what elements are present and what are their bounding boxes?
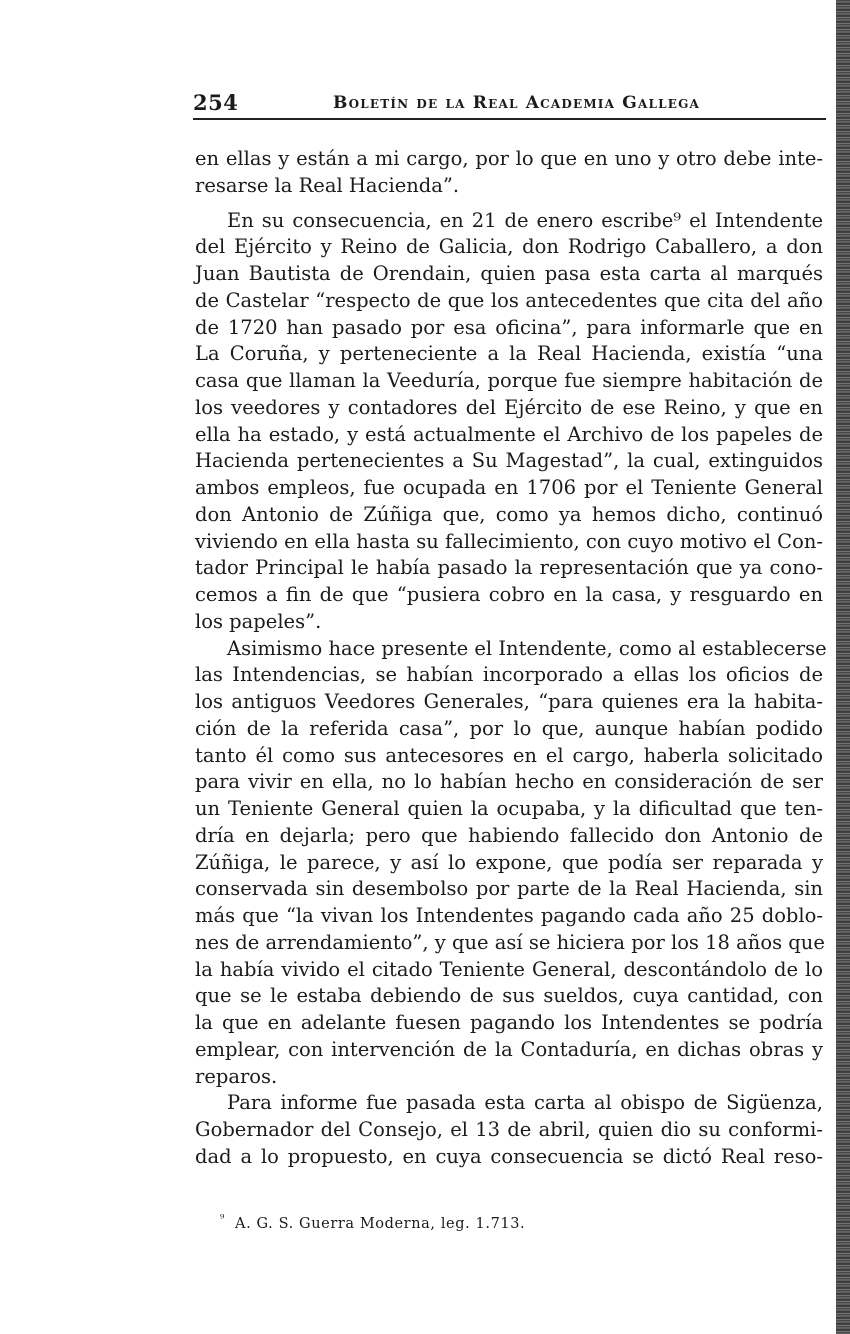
text-line: casa que llaman la Veeduría, porque fue siempre habitación de xyxy=(195,369,823,392)
page-header xyxy=(193,88,826,120)
running-head: Boletín de la Real Academia Gallega xyxy=(333,93,701,113)
text-line: en ellas y están a mi cargo, por lo que en uno y otro debe inte- xyxy=(195,147,823,170)
text-line: conservada sin desembolso por parte de la Real Hacienda, sin xyxy=(195,877,823,901)
text-line: Hacienda pertenecientes a Su Magestad”, la cual, extinguidos xyxy=(195,449,823,473)
text-line: la que en adelante fuesen pagando los Intendentes se podría xyxy=(195,1011,823,1034)
text-line: emplear, con intervención de la Contaduría, en dichas obras y xyxy=(195,1037,823,1061)
text-line: más que “la vivan los Intendentes pagando cada año 25 doblo- xyxy=(195,904,823,927)
text-line: cemos a fin de que “pusiera cobro en la casa, y resguardo en xyxy=(195,583,823,606)
text-line: tanto él como sus antecesores en el cargo, haberla solicitado xyxy=(195,743,823,767)
paragraph-start-line: Asimismo hace presente el Intendente, como al establecerse xyxy=(227,636,827,660)
footnote-text: A. G. S. Guerra Moderna, leg. 1.713. xyxy=(235,1215,526,1232)
text-line: Gobernador del Consejo, el 13 de abril, quien dio su conformi- xyxy=(195,1118,823,1141)
text-line: los papeles”. xyxy=(195,609,322,633)
text-line: los antiguos Veedores Generales, “para quienes era la habita- xyxy=(195,690,823,713)
text-line: resarse la Real Hacienda”. xyxy=(195,173,460,197)
text-line: de 1720 han pasado por esa oficina”, para informarle que en xyxy=(195,315,823,339)
page-edge-shadow xyxy=(836,0,850,1334)
text-line: viviendo en ella hasta su fallecimiento, con cuyo motivo el Con- xyxy=(195,529,823,553)
text-line: un Teniente General quien la ocupaba, y la dificultad que ten- xyxy=(195,797,823,820)
text-line: Zúñiga, le parece, y así lo expone, que podía ser reparada y xyxy=(195,850,823,874)
text-line: del Ejército y Reino de Galicia, don Rodrigo Caballero, a don xyxy=(195,235,823,259)
text-line: la había vivido el citado Teniente General, descontándolo de lo xyxy=(195,957,823,981)
text-line: ella ha estado, y está actualmente el Archivo de los papeles de xyxy=(195,422,823,446)
text-line: los veedores y contadores del Ejército de ese Reino, y que en xyxy=(195,395,823,419)
paragraph-start-line: En su consecuencia, en 21 de enero escribe⁹ el Intendente xyxy=(227,208,823,232)
text-line: de Castelar “respecto de que los antecedentes que cita del año xyxy=(195,288,823,312)
text-line: ambos empleos, fue ocupada en 1706 por el Teniente General xyxy=(195,476,823,499)
paragraph-start-line: Para informe fue pasada esta carta al obispo de Sigüenza, xyxy=(227,1091,823,1115)
footnote-mark: ⁹ xyxy=(220,1212,226,1225)
text-line: tador Principal le había pasado la representación que ya cono- xyxy=(195,556,823,580)
text-line: para vivir en ella, no lo habían hecho en consideración de ser xyxy=(195,770,823,794)
text-line: nes de arrendamiento”, y que así se hiciera por los 18 años que xyxy=(195,930,825,954)
text-line: las Intendencias, se habían incorporado a ellas los oficios de xyxy=(195,663,823,687)
text-line: La Coruña, y perteneciente a la Real Hacienda, existía “una xyxy=(195,342,823,366)
text-line: ción de la referida casa”, por lo que, aunque habían podido xyxy=(195,716,823,740)
page-number: 254 xyxy=(193,90,239,115)
text-line: don Antonio de Zúñiga que, como ya hemos dicho, continuó xyxy=(195,502,823,526)
text-line: que se le estaba debiendo de sus sueldos, cuya cantidad, con xyxy=(195,984,823,1008)
text-line: dad a lo propuesto, en cuya consecuencia se dictó Real reso- xyxy=(195,1144,823,1168)
body-text xyxy=(195,146,827,1171)
footnote xyxy=(220,1212,525,1232)
text-line: reparos. xyxy=(195,1064,278,1088)
text-line: dría en dejarla; pero que habiendo fallecido don Antonio de xyxy=(195,823,823,847)
text-line: Juan Bautista de Orendain, quien pasa esta carta al marqués xyxy=(195,262,823,285)
